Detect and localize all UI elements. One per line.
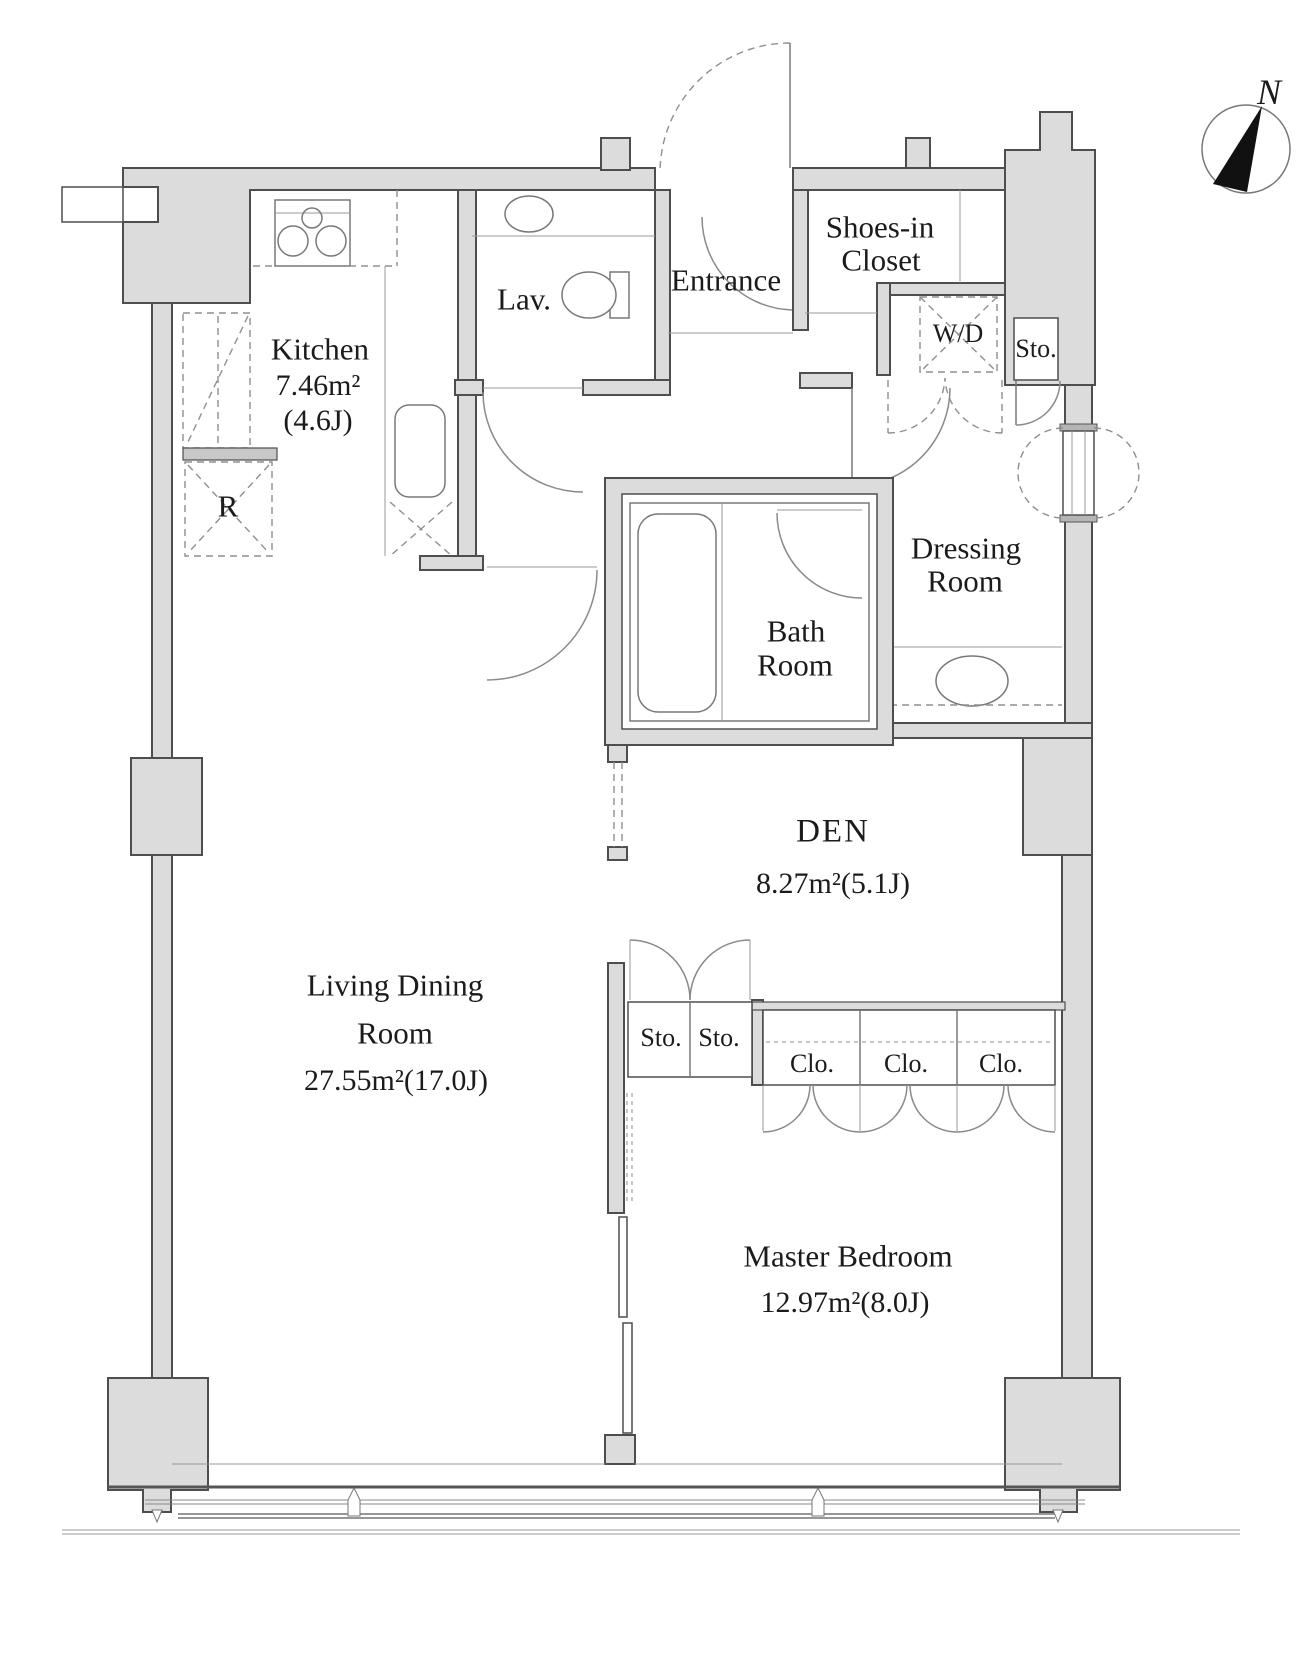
left-duct-tab [62, 187, 123, 222]
toilet-bowl [562, 272, 616, 318]
master-bedroom-label: Master Bedroom [743, 1238, 953, 1274]
entrance-label: Entrance [670, 262, 782, 298]
refrigerator-label: R [217, 488, 239, 524]
kitchen-label: Kitchen [270, 331, 370, 367]
compass [1202, 105, 1290, 193]
master-bedroom-area: 12.97m²(8.0J) [760, 1286, 930, 1319]
closet-label-2: Clo. [978, 1049, 1024, 1078]
den-storage-label-0: Sto. [640, 1023, 682, 1052]
den-area: 8.27m²(5.1J) [756, 867, 910, 900]
side-window [1063, 431, 1094, 515]
bath-room-label-1: Bath [766, 613, 826, 649]
den-storage [628, 940, 752, 1077]
lav-sink [505, 196, 553, 232]
washer-dryer-label: W/D [932, 319, 984, 348]
sash-marker [812, 1488, 824, 1516]
closet-label-1: Clo. [883, 1049, 929, 1078]
washbasin [936, 656, 1008, 706]
den-storage-label-1: Sto. [698, 1023, 740, 1052]
shoes-closet-label-1: Shoes-in [825, 209, 935, 245]
bottom-right-column [1005, 1378, 1120, 1512]
dressing-room-label-2: Room [927, 563, 1003, 599]
bottom-left-column [108, 1378, 208, 1512]
north-needle-icon [1213, 106, 1262, 192]
bath-room-fixtures [605, 478, 893, 745]
entry-door-arc [660, 43, 790, 173]
stove-unit [275, 200, 350, 266]
kitchen-storage [183, 313, 250, 448]
hall-storage-label: Sto. [1015, 334, 1057, 363]
hall-storage-door-arc [1016, 381, 1060, 425]
living-dining-label-2: Room [357, 1015, 433, 1051]
dressing-door-arc [852, 388, 950, 486]
bath-room-label-2: Room [757, 647, 833, 683]
lav-door-arc [483, 392, 583, 492]
den-label: DEN [796, 813, 870, 850]
kitchen-area-m2: 7.46m² [275, 369, 361, 402]
sliding-door-panel [619, 1217, 627, 1317]
lavatory-fixtures [472, 196, 655, 492]
living-dining-label-1: Living Dining [306, 967, 484, 1003]
sash-marker [348, 1488, 360, 1516]
kitchen-sink [395, 405, 445, 497]
ldk-door-arc [487, 570, 597, 680]
shoes-closet-label-2: Closet [841, 242, 921, 278]
living-dining-area: 27.55m²(17.0J) [304, 1064, 488, 1097]
compass-north-label: N [1256, 72, 1282, 112]
closet-label-0: Clo. [789, 1049, 835, 1078]
lavatory-label: Lav. [497, 281, 551, 317]
kitchen-area-tatami: (4.6J) [283, 404, 353, 437]
left-column [131, 758, 202, 855]
dressing-room-label-1: Dressing [910, 530, 1022, 566]
